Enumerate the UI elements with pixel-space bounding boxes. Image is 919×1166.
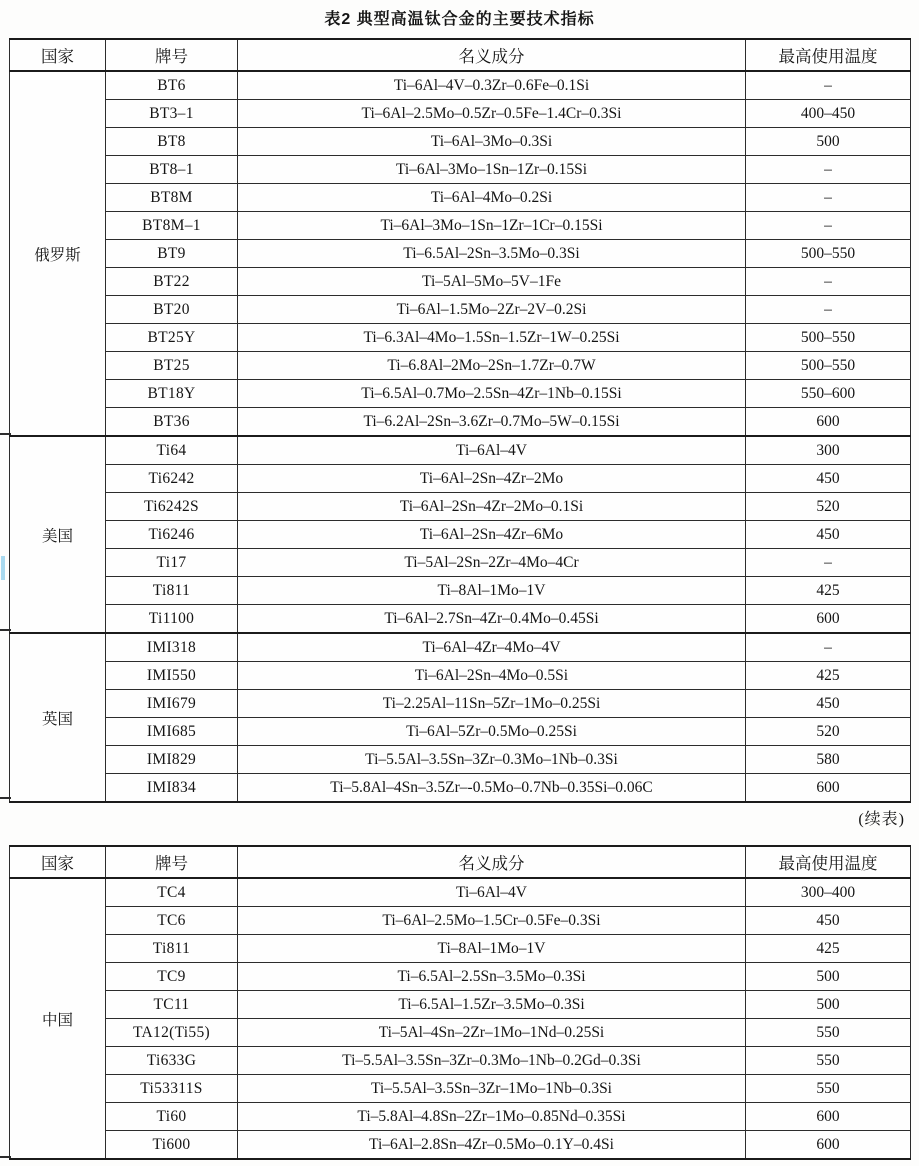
grade-cell: BT25Y — [106, 324, 238, 352]
composition-cell: Ti–6.2Al–2Sn–3.6Zr–0.7Mo–5W–0.15Si — [238, 408, 746, 437]
composition-cell: Ti–6.5Al–1.5Zr–3.5Mo–0.3Si — [238, 991, 746, 1019]
grade-cell: Ti17 — [106, 549, 238, 577]
temperature-cell: 600 — [746, 605, 911, 634]
table-row — [10, 1131, 911, 1160]
table-row — [10, 1075, 911, 1103]
table-row — [10, 907, 911, 935]
country-group — [10, 633, 911, 802]
temperature-cell: – — [746, 633, 911, 662]
header-row — [10, 39, 911, 71]
table-row — [10, 380, 911, 408]
temperature-cell: 520 — [746, 493, 911, 521]
grade-cell: IMI834 — [106, 774, 238, 803]
temperature-cell: 600 — [746, 1103, 911, 1131]
grade-cell: BT8M — [106, 184, 238, 212]
temperature-cell: 450 — [746, 465, 911, 493]
grade-cell: Ti633G — [106, 1047, 238, 1075]
column-header: 名义成分 — [238, 39, 746, 71]
column-header: 牌号 — [106, 846, 238, 878]
composition-cell: Ti–6Al–2.7Sn–4Zr–0.4Mo–0.45Si — [238, 605, 746, 634]
temperature-cell: 500–550 — [746, 352, 911, 380]
temperature-cell: 550–600 — [746, 380, 911, 408]
grade-cell: Ti811 — [106, 935, 238, 963]
temperature-cell: 520 — [746, 718, 911, 746]
table-row — [10, 662, 911, 690]
grade-cell: IMI318 — [106, 633, 238, 662]
scan-line-stub — [0, 1156, 11, 1158]
composition-cell: Ti–6Al–1.5Mo–2Zr–2V–0.2Si — [238, 296, 746, 324]
temperature-cell: 450 — [746, 907, 911, 935]
grade-cell: BT36 — [106, 408, 238, 437]
composition-cell: Ti–5Al–5Mo–5V–1Fe — [238, 268, 746, 296]
composition-cell: Ti–6.3Al–4Mo–1.5Sn–1.5Zr–1W–0.25Si — [238, 324, 746, 352]
table-row — [10, 577, 911, 605]
composition-cell: Ti–6Al–4V — [238, 878, 746, 907]
temperature-cell: 600 — [746, 408, 911, 437]
column-header: 名义成分 — [238, 846, 746, 878]
table-row — [10, 212, 911, 240]
country-cell: 美国 — [10, 436, 106, 633]
grade-cell: IMI685 — [106, 718, 238, 746]
table-row — [10, 268, 911, 296]
composition-cell: Ti–6Al–2Sn–4Zr–2Mo–0.1Si — [238, 493, 746, 521]
temperature-cell: – — [746, 212, 911, 240]
grade-cell: Ti600 — [106, 1131, 238, 1160]
column-header: 牌号 — [106, 39, 238, 71]
temperature-cell: – — [746, 296, 911, 324]
temperature-cell: 500–550 — [746, 240, 911, 268]
grade-cell: BT20 — [106, 296, 238, 324]
table-row — [10, 493, 911, 521]
composition-cell: Ti–2.25Al–11Sn–5Zr–1Mo–0.25Si — [238, 690, 746, 718]
composition-cell: Ti–6Al–2Sn–4Zr–2Mo — [238, 465, 746, 493]
grade-cell: BT18Y — [106, 380, 238, 408]
table-row — [10, 408, 911, 437]
temperature-cell: – — [746, 156, 911, 184]
table-row — [10, 128, 911, 156]
grade-cell: BT6 — [106, 71, 238, 100]
temperature-cell: 580 — [746, 746, 911, 774]
grade-cell: IMI679 — [106, 690, 238, 718]
table-row — [10, 774, 911, 803]
grade-cell: BT9 — [106, 240, 238, 268]
composition-cell: Ti–6.8Al–2Mo–2Sn–1.7Zr–0.7W — [238, 352, 746, 380]
grade-cell: TA12(Ti55) — [106, 1019, 238, 1047]
country-cell: 俄罗斯 — [10, 71, 106, 436]
composition-cell: Ti–5Al–4Sn–2Zr–1Mo–1Nd–0.25Si — [238, 1019, 746, 1047]
composition-cell: Ti–6Al–4V–0.3Zr–0.6Fe–0.1Si — [238, 71, 746, 100]
temperature-cell: 600 — [746, 1131, 911, 1160]
table-row — [10, 605, 911, 634]
grade-cell: Ti64 — [106, 436, 238, 465]
grade-cell: BT25 — [106, 352, 238, 380]
table-row — [10, 184, 911, 212]
grade-cell: TC6 — [106, 907, 238, 935]
temperature-cell: 550 — [746, 1019, 911, 1047]
temperature-cell: – — [746, 549, 911, 577]
column-header: 最高使用温度 — [746, 846, 911, 878]
composition-cell: Ti–5.5Al–3.5Sn–3Zr–0.3Mo–1Nb–0.3Si — [238, 746, 746, 774]
grade-cell: IMI829 — [106, 746, 238, 774]
composition-cell: Ti–6.5Al–2.5Sn–3.5Mo–0.3Si — [238, 963, 746, 991]
composition-cell: Ti–6Al–3Mo–1Sn–1Zr–0.15Si — [238, 156, 746, 184]
temperature-cell: 550 — [746, 1047, 911, 1075]
composition-cell: Ti–6Al–2Sn–4Zr–6Mo — [238, 521, 746, 549]
composition-cell: Ti–6Al–4Zr–4Mo–4V — [238, 633, 746, 662]
grade-cell: BT22 — [106, 268, 238, 296]
composition-cell: Ti–5.8Al–4Sn–3.5Zr–-0.5Mo–0.7Nb–0.35Si–0.06C — [238, 774, 746, 803]
country-cell: 英国 — [10, 633, 106, 802]
scan-line-stub — [0, 797, 11, 799]
temperature-cell: 500–550 — [746, 324, 911, 352]
continuation-label: (续表) — [858, 811, 905, 828]
scan-artifact — [1, 556, 5, 580]
temperature-cell: 550 — [746, 1075, 911, 1103]
temperature-cell: – — [746, 268, 911, 296]
table-row — [10, 746, 911, 774]
table-row — [10, 1103, 911, 1131]
composition-cell: Ti–6Al–2.5Mo–1.5Cr–0.5Fe–0.3Si — [238, 907, 746, 935]
grade-cell: Ti60 — [106, 1103, 238, 1131]
alloy-table-main — [9, 38, 911, 803]
alloy-table-continued — [9, 845, 911, 1160]
country-group — [10, 436, 911, 633]
temperature-cell: 425 — [746, 662, 911, 690]
composition-cell: Ti–8Al–1Mo–1V — [238, 935, 746, 963]
temperature-cell: – — [746, 71, 911, 100]
composition-cell: Ti–6Al–3Mo–0.3Si — [238, 128, 746, 156]
table-row — [10, 240, 911, 268]
grade-cell: Ti1100 — [106, 605, 238, 634]
temperature-cell: – — [746, 184, 911, 212]
composition-cell: Ti–6Al–4Mo–0.2Si — [238, 184, 746, 212]
grade-cell: BT8–1 — [106, 156, 238, 184]
table-row — [10, 549, 911, 577]
temperature-cell: 300–400 — [746, 878, 911, 907]
composition-cell: Ti–5.8Al–4.8Sn–2Zr–1Mo–0.85Nd–0.35Si — [238, 1103, 746, 1131]
grade-cell: Ti53311S — [106, 1075, 238, 1103]
table-row — [10, 963, 911, 991]
scan-line-stub — [0, 629, 11, 631]
header-row — [10, 846, 911, 878]
composition-cell: Ti–6Al–3Mo–1Sn–1Zr–1Cr–0.15Si — [238, 212, 746, 240]
table-row — [10, 718, 911, 746]
country-cell: 中国 — [10, 878, 106, 1159]
temperature-cell: 300 — [746, 436, 911, 465]
grade-cell: Ti6246 — [106, 521, 238, 549]
table-row — [10, 633, 911, 662]
grade-cell: IMI550 — [106, 662, 238, 690]
temperature-cell: 500 — [746, 991, 911, 1019]
composition-cell: Ti–6Al–5Zr–0.5Mo–0.25Si — [238, 718, 746, 746]
table-row — [10, 935, 911, 963]
temperature-cell: 500 — [746, 963, 911, 991]
table-row — [10, 100, 911, 128]
composition-cell: Ti–6Al–2.5Mo–0.5Zr–0.5Fe–1.4Cr–0.3Si — [238, 100, 746, 128]
grade-cell: BT8 — [106, 128, 238, 156]
composition-cell: Ti–6.5Al–0.7Mo–2.5Sn–4Zr–1Nb–0.15Si — [238, 380, 746, 408]
table-row — [10, 1019, 911, 1047]
table-row — [10, 296, 911, 324]
composition-cell: Ti–6Al–4V — [238, 436, 746, 465]
temperature-cell: 425 — [746, 935, 911, 963]
temperature-cell: 500 — [746, 128, 911, 156]
scan-line-stub — [0, 433, 11, 435]
table-row — [10, 156, 911, 184]
temperature-cell: 450 — [746, 690, 911, 718]
table-row — [10, 1047, 911, 1075]
table-row — [10, 991, 911, 1019]
composition-cell: Ti–6Al–2Sn–4Mo–0.5Si — [238, 662, 746, 690]
column-header: 国家 — [10, 846, 106, 878]
page-title: 表2 典型高温钛合金的主要技术指标 — [324, 11, 595, 28]
table-row — [10, 465, 911, 493]
grade-cell: BT8M–1 — [106, 212, 238, 240]
grade-cell: TC9 — [106, 963, 238, 991]
grade-cell: Ti6242 — [106, 465, 238, 493]
grade-cell: BT3–1 — [106, 100, 238, 128]
table-row — [10, 352, 911, 380]
composition-cell: Ti–5.5Al–3.5Sn–3Zr–0.3Mo–1Nb–0.2Gd–0.3Si — [238, 1047, 746, 1075]
temperature-cell: 425 — [746, 577, 911, 605]
composition-cell: Ti–5Al–2Sn–2Zr–4Mo–4Cr — [238, 549, 746, 577]
composition-cell: Ti–6.5Al–2Sn–3.5Mo–0.3Si — [238, 240, 746, 268]
table-row — [10, 878, 911, 907]
table-row — [10, 71, 911, 100]
composition-cell: Ti–8Al–1Mo–1V — [238, 577, 746, 605]
temperature-cell: 400–450 — [746, 100, 911, 128]
grade-cell: TC11 — [106, 991, 238, 1019]
country-group — [10, 71, 911, 436]
temperature-cell: 450 — [746, 521, 911, 549]
table-row — [10, 436, 911, 465]
table-row — [10, 690, 911, 718]
column-header: 国家 — [10, 39, 106, 71]
table-row — [10, 521, 911, 549]
grade-cell: Ti6242S — [106, 493, 238, 521]
country-group — [10, 878, 911, 1159]
composition-cell: Ti–6Al–2.8Sn–4Zr–0.5Mo–0.1Y–0.4Si — [238, 1131, 746, 1160]
table-row — [10, 324, 911, 352]
column-header: 最高使用温度 — [746, 39, 911, 71]
composition-cell: Ti–5.5Al–3.5Sn–3Zr–1Mo–1Nb–0.3Si — [238, 1075, 746, 1103]
grade-cell: Ti811 — [106, 577, 238, 605]
grade-cell: TC4 — [106, 878, 238, 907]
temperature-cell: 600 — [746, 774, 911, 803]
